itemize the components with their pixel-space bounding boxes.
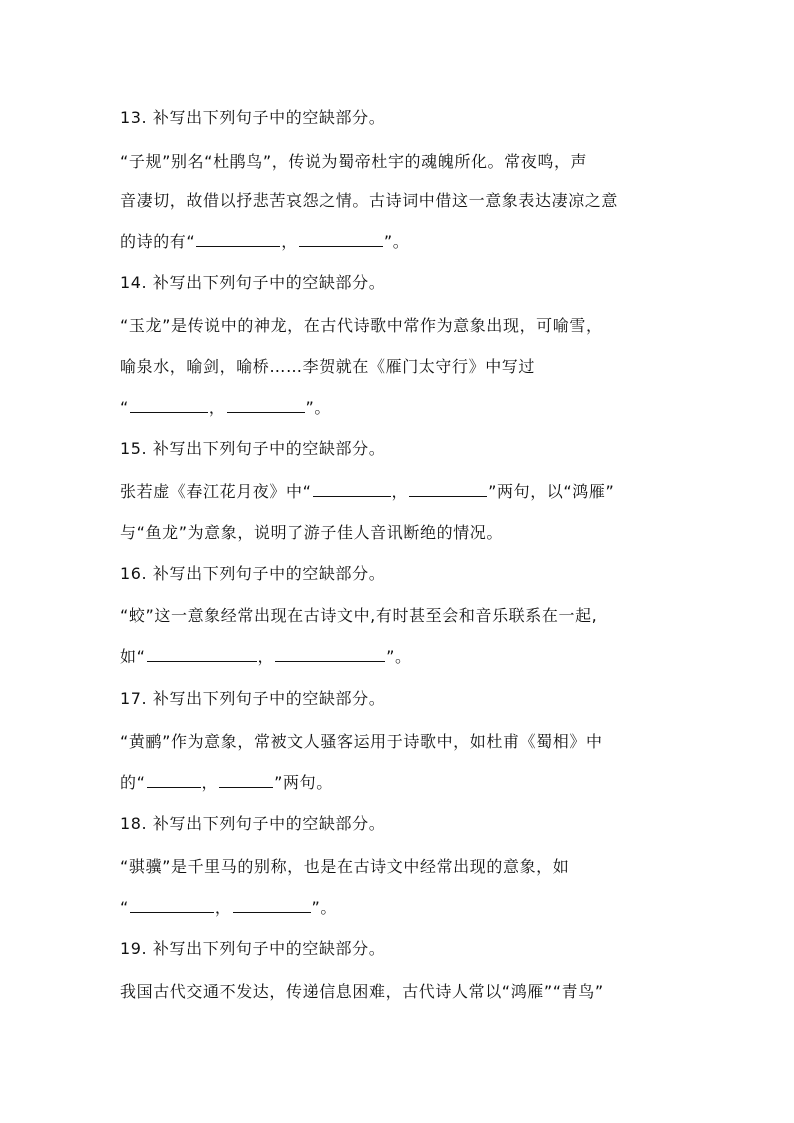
question-14-prefix: “ [120, 398, 129, 417]
question-17-blank-line [120, 772, 690, 794]
question-13-heading: 13. 补写出下列句子中的空缺部分。 [120, 108, 386, 127]
question-16-prefix: 如“ [120, 647, 146, 666]
question-17-separator: ， [201, 773, 219, 792]
question-16-suffix: ”。 [386, 647, 412, 666]
question-17-suffix: ”两句。 [274, 773, 333, 792]
question-15-prefix: 张若虚《春江花月夜》中“ [120, 482, 312, 501]
question-13-blank-1[interactable] [196, 232, 280, 247]
question-14-suffix: ”。 [305, 398, 331, 417]
question-17-heading: 17. 补写出下列句子中的空缺部分。 [120, 689, 386, 708]
question-17-prefix: 的“ [120, 773, 146, 792]
question-18-blank-1[interactable] [130, 898, 214, 913]
question-16-blank-1[interactable] [147, 647, 257, 662]
question-18-separator: ， [214, 898, 232, 917]
question-13-blank-2[interactable] [299, 232, 383, 247]
question-17-blank-2[interactable] [219, 773, 273, 788]
question-14-blank-2[interactable] [227, 398, 305, 413]
question-13-separator: ， [281, 232, 298, 251]
question-16-separator: ， [257, 647, 275, 666]
question-13-prefix: 的诗的有“ [120, 232, 196, 251]
question-15-blank-1[interactable] [313, 482, 391, 497]
question-13-text-line-2: 音凄切，故借以抒悲苦哀怨之情。古诗词中借这一意象表达凄凉之意 [120, 191, 619, 210]
question-15-blank-line [120, 481, 690, 503]
question-15-blank-2[interactable] [409, 482, 487, 497]
question-14-blank-1[interactable] [130, 398, 208, 413]
question-17-text-line-1: “黄鹂”作为意象，常被文人骚客运用于诗歌中，如杜甫《蜀相》中 [120, 732, 603, 751]
question-18-heading: 18. 补写出下列句子中的空缺部分。 [120, 814, 386, 833]
question-13-blank-line [120, 231, 690, 253]
question-14-blank-line [120, 397, 690, 419]
question-18-prefix: “ [120, 898, 129, 917]
question-16-heading: 16. 补写出下列句子中的空缺部分。 [120, 564, 386, 583]
question-19-text-line-1: 我国古代交通不发达，传递信息困难，古代诗人常以“鸿雁”“青鸟” [120, 982, 604, 1001]
question-14-separator: ， [208, 398, 226, 417]
question-18-text-line-1: “骐骥”是千里马的别称，也是在古诗文中经常出现的意象，如 [120, 857, 570, 876]
question-14-heading: 14. 补写出下列句子中的空缺部分。 [120, 273, 386, 292]
question-15-text-line-1: 与“鱼龙”为意象，说明了游子佳人音讯断绝的情况。 [120, 523, 503, 542]
question-18-suffix: ”。 [311, 898, 337, 917]
question-15-suffix: ”两句，以“鸿雁” [488, 482, 615, 501]
question-16-text-line-1: “蛟”这一意象经常出现在古诗文中,有时甚至会和音乐联系在一起, [120, 606, 598, 625]
question-17-blank-1[interactable] [147, 773, 201, 788]
question-16-blank-2[interactable] [275, 647, 385, 662]
question-18-blank-2[interactable] [233, 898, 311, 913]
question-16-blank-line [120, 646, 690, 668]
question-14-text-line-2: 喻泉水，喻剑，喻桥……李贺就在《雁门太守行》中写过 [120, 357, 536, 376]
question-13-suffix: ”。 [383, 232, 410, 251]
question-13-text-line-1: “子规”别名“杜鹃鸟”，传说为蜀帝杜宇的魂魄所化。常夜鸣，声 [120, 152, 588, 171]
question-15-separator: ， [391, 482, 409, 501]
question-14-text-line-1: “玉龙”是传说中的神龙，在古代诗歌中常作为意象出现，可喻雪， [120, 316, 603, 335]
question-19-heading: 19. 补写出下列句子中的空缺部分。 [120, 939, 386, 958]
question-15-heading: 15. 补写出下列句子中的空缺部分。 [120, 439, 386, 458]
question-18-blank-line [120, 897, 690, 919]
